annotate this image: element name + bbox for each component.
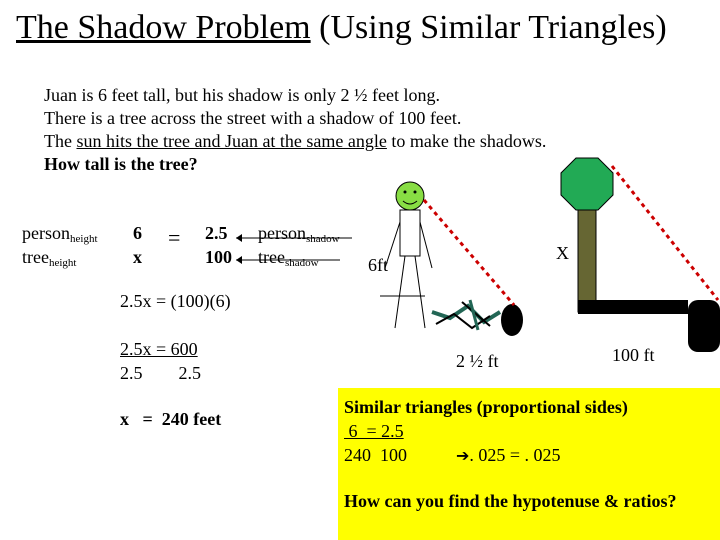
person-height-value: 6ft bbox=[368, 255, 388, 275]
tree-shadow-value: 100 ft bbox=[612, 345, 655, 365]
tree-trunk bbox=[578, 196, 596, 312]
tree-sun-ray bbox=[612, 166, 718, 300]
person-shadow bbox=[432, 300, 500, 330]
summary-ratio-bottom: 240 100 bbox=[344, 445, 407, 465]
title-rest: (Using Similar Triangles) bbox=[310, 9, 667, 46]
step-2: 2.5x = 600 bbox=[120, 339, 198, 359]
summary-heading: Similar triangles (proportional sides) bbox=[344, 397, 628, 417]
title-main: The Shadow Problem bbox=[16, 9, 311, 46]
step-answer: x = 240 feet bbox=[120, 409, 222, 429]
person-shadow-label: person$_{shadow}$ bbox=[258, 223, 340, 245]
tree-shadow-label: tree$_{shadow}$ bbox=[258, 247, 319, 269]
person-sun-ray bbox=[424, 200, 514, 305]
intro-line-2: There is a tree across the street with a shadow of 100 feet. bbox=[44, 108, 462, 128]
equals-sign: = bbox=[168, 225, 181, 250]
shadow-end bbox=[688, 300, 720, 352]
fraction-left-numerator: 6 bbox=[133, 223, 142, 243]
tree-height-value: X bbox=[556, 243, 569, 263]
person-body bbox=[400, 210, 420, 256]
tree-height-label: tree$_{height}$ bbox=[22, 247, 77, 269]
step-3: 2.5 2.5 bbox=[120, 363, 201, 383]
person-shadow-head bbox=[501, 304, 523, 336]
person-shadow-value: 2 ½ ft bbox=[456, 351, 499, 371]
intro-underlined: sun hits the tree and Juan at the same angle bbox=[76, 131, 387, 151]
intro-line-1: Juan is 6 feet tall, but his shadow is only 2 ½ feet long. bbox=[44, 85, 440, 105]
summary-ratio-top: 6 = 2.5 bbox=[344, 421, 404, 441]
step-1: 2.5x = (100)(6) bbox=[120, 291, 231, 311]
summary-ratio-result: ➔. 025 = . 025 bbox=[456, 445, 561, 465]
tree-crown bbox=[561, 158, 613, 210]
intro-line-3: The sun hits the tree and Juan at the same angle to make the shadows. bbox=[44, 131, 547, 151]
person-height-label: person$_{height}$ bbox=[22, 223, 98, 245]
fraction-right-numerator: 2.5 bbox=[205, 223, 228, 243]
summary-question: How can you find the hypotenuse & ratios? bbox=[344, 491, 677, 511]
person-head bbox=[396, 182, 424, 210]
tree-shadow bbox=[578, 300, 688, 314]
intro-question: How tall is the tree? bbox=[44, 154, 198, 174]
arrow-right-icon: ➔ bbox=[456, 446, 470, 465]
fraction-left-denominator: x bbox=[133, 247, 142, 267]
fraction-right-denominator: 100 bbox=[205, 247, 232, 267]
